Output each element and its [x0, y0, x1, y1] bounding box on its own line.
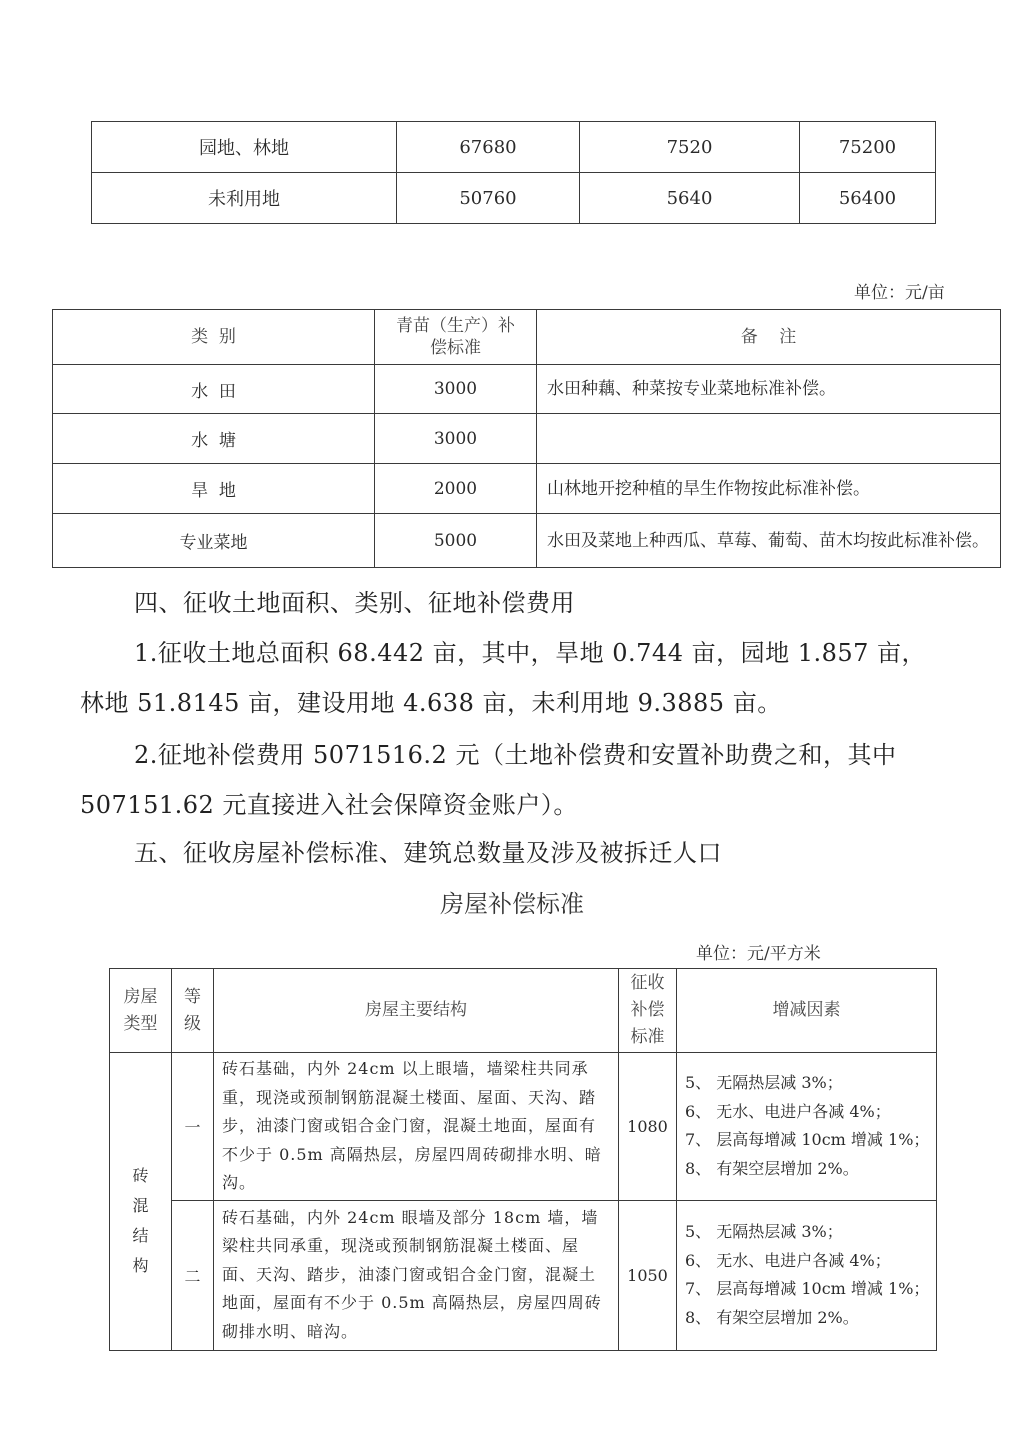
- grade-cell: 二: [172, 1200, 214, 1350]
- table-row: [53, 414, 1001, 464]
- header-grade-l1: 等: [184, 986, 201, 1007]
- land-value: 5640: [580, 173, 800, 224]
- factor-item: 5、 无隔热层减 3%；: [685, 1222, 843, 1241]
- house-type-char: 构: [132, 1256, 149, 1276]
- crop-remark: 山林地开挖种植的旱生作物按此标准补偿。: [537, 464, 1001, 514]
- house-type-char: 结: [132, 1226, 149, 1246]
- crop-table-unit: 单位：元/亩: [854, 283, 945, 303]
- standard-cell: 1050: [619, 1200, 677, 1350]
- section4-heading: 四、征收土地面积、类别、征地补偿费用: [134, 589, 575, 617]
- table-row: [92, 173, 936, 224]
- structure-cell: 砖石基础，内外 24cm 以上眼墙，墙梁柱共同承重，现浇或预制钢筋混凝土楼面、屋面、天沟、踏步，油漆门窗或铝合金门窗，混凝土地面，屋面有不少于 0.5m 高隔热层，房屋四周砖砌排水明、暗沟。: [214, 1053, 619, 1201]
- header-grade-l2: 级: [184, 1013, 201, 1034]
- land-value: 7520: [580, 122, 800, 173]
- header-standard-line1: 青苗（生产）补: [396, 316, 515, 336]
- section4-item1-line2: 林地 51.8145 亩，建设用地 4.638 亩，未利用地 9.3885 亩。: [80, 689, 782, 717]
- table-row: [110, 1200, 937, 1350]
- header-grade: [172, 969, 214, 1053]
- header-structure: 房屋主要结构: [214, 969, 619, 1053]
- factors-cell: [677, 1053, 937, 1201]
- table-row: [92, 122, 936, 173]
- house-table-title: 房屋补偿标准: [440, 890, 584, 918]
- section4-item2-line2: 507151.62 元直接进入社会保障资金账户）。: [80, 791, 578, 819]
- crop-standard: 2000: [375, 464, 537, 514]
- table-row: [110, 1053, 937, 1201]
- house-type-char: 砖: [132, 1166, 149, 1186]
- table-header-row: [53, 310, 1001, 365]
- crop-remark: 水田及菜地上种西瓜、草莓、葡萄、苗木均按此标准补偿。: [537, 514, 1001, 568]
- land-value: 56400: [800, 173, 936, 224]
- land-value: 75200: [800, 122, 936, 173]
- factor-item: 7、 层高每增减 10cm 增减 1%；: [685, 1279, 930, 1298]
- house-compensation-table: [109, 968, 937, 1351]
- factors-cell: [677, 1200, 937, 1350]
- table-row: [53, 514, 1001, 568]
- standard-cell: 1080: [619, 1053, 677, 1201]
- house-type-cell: [110, 1053, 172, 1351]
- crop-standard: 3000: [375, 414, 537, 464]
- land-value: 50760: [397, 173, 580, 224]
- crop-standard: 5000: [375, 514, 537, 568]
- house-table-unit: 单位：元/平方米: [696, 944, 821, 964]
- factor-item: 8、 有架空层增加 2%。: [685, 1158, 859, 1178]
- header-remarks: 备 注: [537, 310, 1001, 365]
- crop-category: 旱 地: [53, 464, 375, 514]
- land-compensation-table: [91, 121, 936, 224]
- factor-item: 5、 无隔热层减 3%；: [685, 1073, 843, 1093]
- header-house-type-l1: 房屋: [123, 986, 158, 1007]
- header-factors: 增减因素: [677, 969, 937, 1053]
- land-category: 未利用地: [92, 173, 397, 224]
- header-house-type: [110, 969, 172, 1053]
- table-row: [53, 464, 1001, 514]
- factor-item: 8、 有架空层增加 2%。: [685, 1307, 859, 1327]
- header-standard-l2: 补偿: [630, 1000, 665, 1020]
- crop-remark: [537, 414, 1001, 464]
- crop-category: 专业菜地: [53, 514, 375, 568]
- header-standard-line2: 偿标准: [430, 338, 481, 358]
- crop-category: 水 塘: [53, 414, 375, 464]
- header-standard: [375, 310, 537, 365]
- house-type-char: 混: [132, 1196, 149, 1216]
- land-category: 园地、林地: [92, 122, 397, 173]
- grade-cell: 一: [172, 1053, 214, 1201]
- table-header-row: [110, 969, 937, 1053]
- header-standard: [619, 969, 677, 1053]
- crop-compensation-table: [52, 309, 1001, 568]
- crop-standard: 3000: [375, 365, 537, 414]
- structure-cell: 砖石基础，内外 24cm 眼墙及部分 18cm 墙，墙梁柱共同承重，现浇或预制钢筋混凝土楼面、屋面、天沟、踏步，油漆门窗或铝合金门窗，混凝土地面，屋面有不少于 0.5m 高隔热层，房屋四周砖砌排水明、暗沟。: [214, 1200, 619, 1350]
- header-category: 类 别: [53, 310, 375, 365]
- factor-item: 6、 无水、电进户各减 4%；: [685, 1250, 891, 1270]
- table-row: [53, 365, 1001, 414]
- land-value: 67680: [397, 122, 580, 173]
- header-standard-l3: 标准: [630, 1027, 665, 1047]
- header-house-type-l2: 类型: [123, 1013, 158, 1034]
- factor-item: 6、 无水、电进户各减 4%；: [685, 1101, 891, 1121]
- header-standard-l1: 征收: [630, 973, 665, 993]
- crop-category: 水 田: [53, 365, 375, 414]
- factor-item: 7、 层高每增减 10cm 增减 1%；: [685, 1130, 930, 1150]
- section5-heading: 五、征收房屋补偿标准、建筑总数量及涉及被拆迁人口: [134, 839, 722, 867]
- section4-item2-line1: 2.征地补偿费用 5071516.2 元（土地补偿费和安置补助费之和，其中: [134, 741, 897, 769]
- crop-remark: 水田种藕、种菜按专业菜地标准补偿。: [537, 365, 1001, 414]
- section4-item1-line1: 1.征收土地总面积 68.442 亩，其中，旱地 0.744 亩，园地 1.857 亩，: [134, 639, 927, 667]
